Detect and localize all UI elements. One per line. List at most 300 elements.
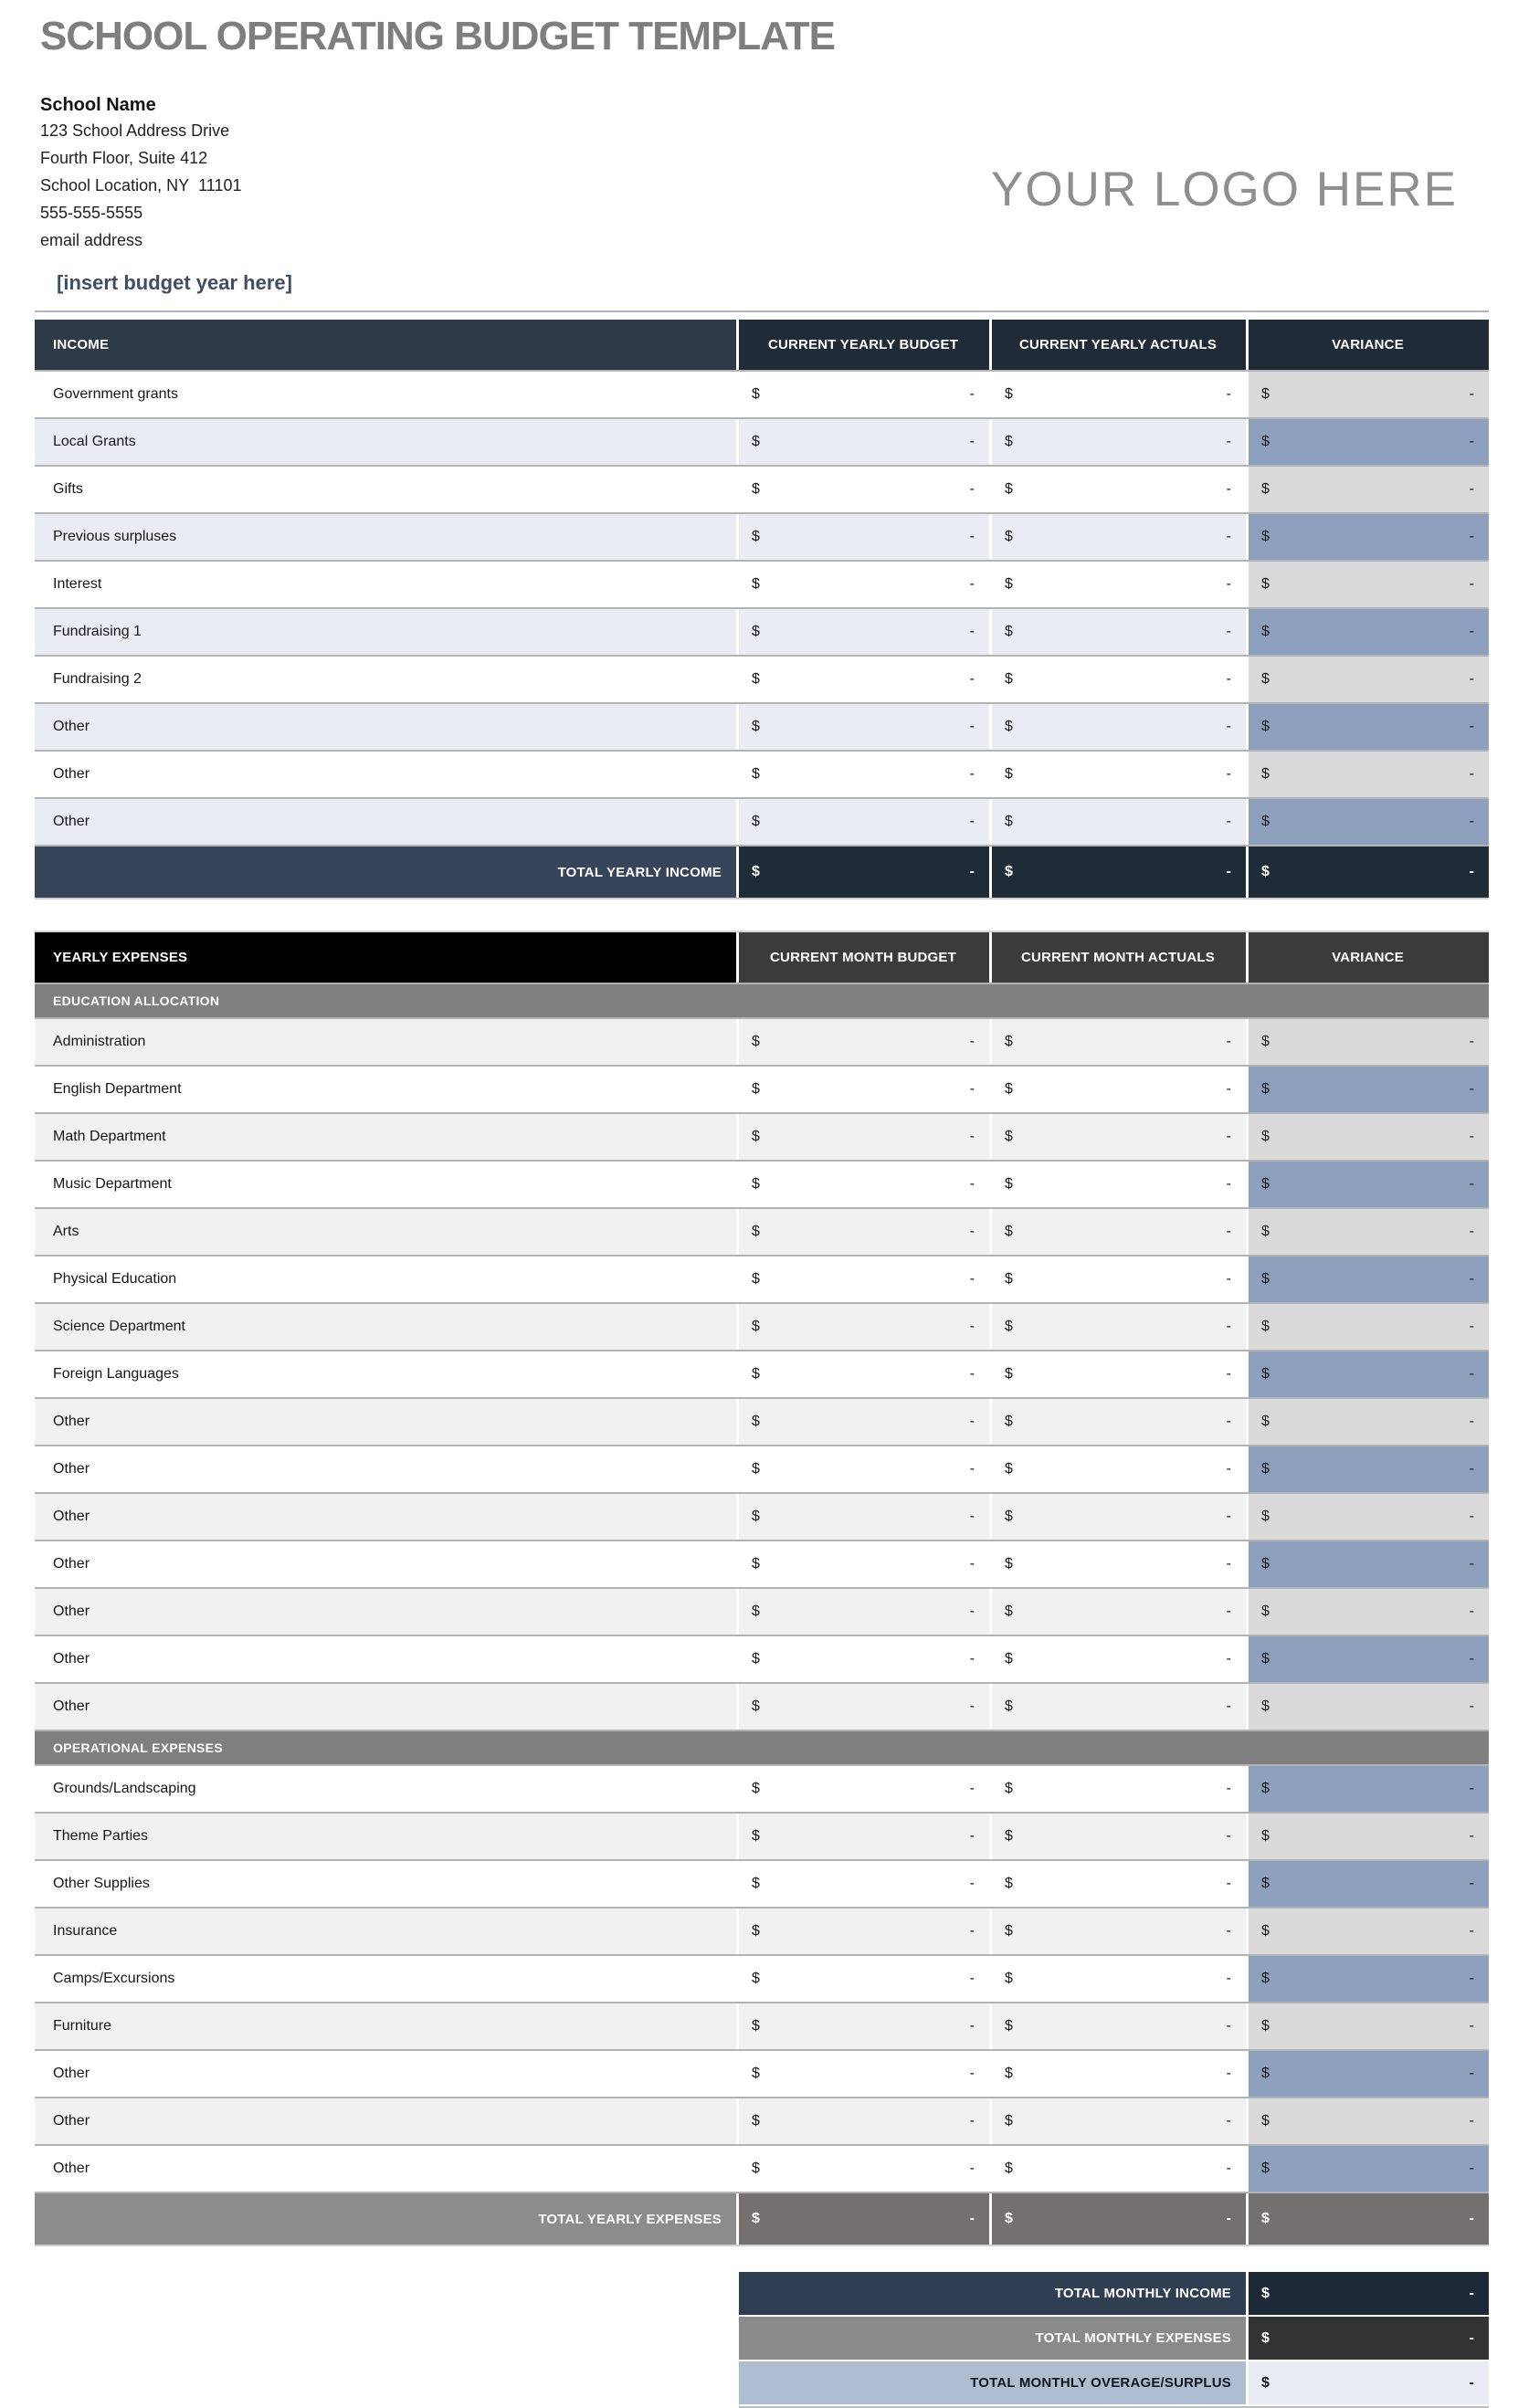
- cell-value: -: [969, 1129, 975, 1144]
- income-budget-cell[interactable]: [739, 657, 989, 702]
- currency-symbol: $: [1005, 1366, 1013, 1382]
- page-title: SCHOOL OPERATING BUDGET TEMPLATE: [40, 14, 836, 58]
- summary-row: [739, 2272, 1489, 2315]
- currency-symbol: $: [1261, 2285, 1270, 2301]
- income-header-variance: VARIANCE: [1249, 320, 1489, 370]
- income-variance-cell[interactable]: [1249, 372, 1489, 417]
- expenses-variance-cell[interactable]: [1249, 1067, 1489, 1112]
- cell-value: -: [1226, 1698, 1231, 1714]
- income-row-label[interactable]: Other: [35, 704, 736, 750]
- income-variance-cell[interactable]: [1249, 704, 1489, 750]
- income-row-label[interactable]: Interest: [35, 562, 736, 607]
- expenses-budget-cell[interactable]: [739, 1019, 989, 1065]
- cell-value: -: [1226, 1828, 1231, 1844]
- expenses-actuals-cell[interactable]: [992, 1956, 1246, 2002]
- expenses-variance-cell[interactable]: [1249, 1494, 1489, 1540]
- expenses-actuals-cell[interactable]: [992, 1209, 1246, 1255]
- expenses-row-label[interactable]: Other: [35, 1684, 736, 1730]
- currency-symbol: $: [1005, 1698, 1013, 1714]
- currency-symbol: $: [1005, 2018, 1013, 2034]
- currency-symbol: $: [1005, 1224, 1013, 1239]
- currency-symbol: $: [752, 1509, 760, 1524]
- currency-symbol: $: [752, 1781, 760, 1796]
- expenses-total-row: [35, 2193, 1489, 2246]
- income-variance-cell[interactable]: [1249, 752, 1489, 797]
- currency-symbol: $: [1261, 1876, 1270, 1891]
- expenses-row-label[interactable]: English Department: [35, 1067, 736, 1112]
- expenses-budget-cell[interactable]: [739, 2098, 989, 2144]
- currency-symbol: $: [1005, 386, 1013, 402]
- header-divider: [35, 310, 1489, 312]
- expenses-row-label[interactable]: Other: [35, 1541, 736, 1587]
- expenses-actuals-cell[interactable]: [992, 1304, 1246, 1350]
- cell-value: -: [969, 864, 975, 879]
- expenses-actuals-cell[interactable]: [992, 1019, 1246, 1065]
- school-address-line: 555-555-5555: [40, 204, 143, 222]
- cell-value: -: [1469, 1176, 1474, 1192]
- expenses-variance-cell[interactable]: [1249, 1304, 1489, 1350]
- budget-year-placeholder[interactable]: [insert budget year here]: [57, 271, 292, 294]
- expenses-row-label[interactable]: Furniture: [35, 2003, 736, 2049]
- expenses-header-actuals: CURRENT MONTH ACTUALS: [992, 932, 1246, 983]
- monthly-summary-table: [739, 2272, 1489, 2408]
- summary-row: [739, 2317, 1489, 2360]
- expenses-actuals-cell[interactable]: [992, 1162, 1246, 1207]
- logo-placeholder[interactable]: YOUR LOGO HERE: [991, 163, 1458, 216]
- expenses-row-label[interactable]: Other Supplies: [35, 1861, 736, 1907]
- currency-symbol: $: [1261, 2066, 1270, 2081]
- currency-symbol: $: [1005, 1876, 1013, 1891]
- cell-value: -: [1469, 1414, 1474, 1429]
- currency-symbol: $: [752, 1271, 760, 1287]
- expenses-variance-cell[interactable]: [1249, 2146, 1489, 2192]
- income-row-label[interactable]: Fundraising 2: [35, 657, 736, 702]
- currency-symbol: $: [1261, 1781, 1270, 1796]
- income-budget-cell[interactable]: [739, 419, 989, 465]
- income-actuals-cell[interactable]: [992, 419, 1246, 465]
- expenses-row-label[interactable]: Other: [35, 2051, 736, 2097]
- expenses-variance-cell[interactable]: [1249, 1589, 1489, 1635]
- expenses-budget-cell[interactable]: [739, 1684, 989, 1730]
- income-actuals-cell[interactable]: [992, 562, 1246, 607]
- cell-value: -: [969, 1781, 975, 1796]
- currency-symbol: $: [1005, 1081, 1013, 1097]
- cell-value: -: [1469, 1509, 1474, 1524]
- currency-symbol: $: [1261, 386, 1270, 402]
- cell-value: -: [969, 814, 975, 829]
- currency-symbol: $: [1261, 1034, 1270, 1049]
- cell-value: -: [1226, 529, 1231, 544]
- expenses-total-budget-cell[interactable]: [739, 2193, 989, 2245]
- school-address-line: Fourth Floor, Suite 412: [40, 149, 208, 167]
- summary-value-cell[interactable]: [1249, 2361, 1489, 2404]
- expenses-row-label[interactable]: Insurance: [35, 1909, 736, 1954]
- expenses-variance-cell[interactable]: [1249, 1636, 1489, 1682]
- expenses-variance-cell[interactable]: [1249, 1399, 1489, 1445]
- expenses-row-label[interactable]: Math Department: [35, 1114, 736, 1160]
- expenses-variance-cell[interactable]: [1249, 1019, 1489, 1065]
- cell-value: -: [1469, 1034, 1474, 1049]
- currency-symbol: $: [752, 1698, 760, 1714]
- cell-value: -: [1469, 386, 1474, 402]
- cell-value: -: [1469, 2374, 1474, 2391]
- expenses-variance-cell[interactable]: [1249, 1684, 1489, 1730]
- cell-value: -: [1469, 1604, 1474, 1619]
- currency-symbol: $: [752, 719, 760, 734]
- expenses-budget-cell[interactable]: [739, 1114, 989, 1160]
- cell-value: -: [1469, 529, 1474, 544]
- expenses-row-label[interactable]: Other: [35, 1636, 736, 1682]
- expenses-variance-cell[interactable]: [1249, 1162, 1489, 1207]
- currency-symbol: $: [1261, 1923, 1270, 1939]
- income-header-budget: CURRENT YEARLY BUDGET: [739, 320, 989, 370]
- cell-value: -: [1226, 1604, 1231, 1619]
- expenses-actuals-cell[interactable]: [992, 1114, 1246, 1160]
- currency-symbol: $: [1005, 2113, 1013, 2129]
- expenses-variance-cell[interactable]: [1249, 1114, 1489, 1160]
- cell-value: -: [1226, 1876, 1231, 1891]
- expenses-budget-cell[interactable]: [739, 2003, 989, 2049]
- income-variance-cell[interactable]: [1249, 657, 1489, 702]
- expenses-budget-cell[interactable]: [739, 2051, 989, 2097]
- cell-value: -: [1469, 864, 1474, 879]
- income-row: [35, 514, 1489, 562]
- currency-symbol: $: [752, 2161, 760, 2176]
- currency-symbol: $: [752, 1319, 760, 1334]
- cell-value: -: [969, 1876, 975, 1891]
- expenses-actuals-cell[interactable]: [992, 2003, 1246, 2049]
- cell-value: -: [1469, 576, 1474, 592]
- currency-symbol: $: [752, 1828, 760, 1844]
- expenses-variance-cell[interactable]: [1249, 1541, 1489, 1587]
- expenses-row-label[interactable]: Music Department: [35, 1162, 736, 1207]
- cell-value: -: [1226, 2161, 1231, 2176]
- income-row: [35, 657, 1489, 704]
- currency-symbol: $: [752, 1414, 760, 1429]
- income-total-label: TOTAL YEARLY INCOME: [35, 846, 736, 898]
- expenses-row: [35, 1956, 1489, 2003]
- expenses-row: [35, 1351, 1489, 1399]
- cell-value: -: [1469, 1971, 1474, 1986]
- expenses-budget-cell[interactable]: [739, 1446, 989, 1492]
- expenses-actuals-cell[interactable]: [992, 1861, 1246, 1907]
- expenses-table: [35, 931, 1489, 2246]
- income-budget-cell[interactable]: [739, 799, 989, 845]
- expenses-variance-cell[interactable]: [1249, 2051, 1489, 2097]
- income-row-label[interactable]: Previous surpluses: [35, 514, 736, 560]
- expenses-row-label[interactable]: Administration: [35, 1019, 736, 1065]
- expenses-actuals-cell[interactable]: [992, 2146, 1246, 2192]
- cell-value: -: [1469, 2161, 1474, 2176]
- cell-value: -: [1469, 2211, 1474, 2226]
- expenses-variance-cell[interactable]: [1249, 1446, 1489, 1492]
- expenses-row: [35, 1257, 1489, 1304]
- cell-value: -: [1226, 1129, 1231, 1144]
- currency-symbol: $: [1005, 1923, 1013, 1939]
- currency-symbol: $: [1261, 1651, 1270, 1667]
- summary-row-label: TOTAL MONTHLY OVERAGE/SURPLUS: [739, 2361, 1246, 2404]
- expenses-budget-cell[interactable]: [739, 1636, 989, 1682]
- expenses-budget-cell[interactable]: [739, 1814, 989, 1859]
- currency-symbol: $: [1005, 2161, 1013, 2176]
- cell-value: -: [1469, 481, 1474, 497]
- expenses-variance-cell[interactable]: [1249, 1351, 1489, 1397]
- cell-value: -: [1469, 1271, 1474, 1287]
- expenses-budget-cell[interactable]: [739, 1494, 989, 1540]
- income-budget-cell[interactable]: [739, 752, 989, 797]
- expenses-row-label[interactable]: Other: [35, 1494, 736, 1540]
- currency-symbol: $: [752, 2211, 760, 2226]
- cell-value: -: [969, 434, 975, 449]
- cell-value: -: [1226, 1176, 1231, 1192]
- expenses-total-actuals-cell[interactable]: [992, 2193, 1246, 2245]
- income-budget-cell[interactable]: [739, 514, 989, 560]
- expenses-row-label[interactable]: Other: [35, 2098, 736, 2144]
- currency-symbol: $: [1261, 671, 1270, 687]
- expenses-actuals-cell[interactable]: [992, 1766, 1246, 1812]
- currency-symbol: $: [1261, 481, 1270, 497]
- currency-symbol: $: [1261, 814, 1270, 829]
- cell-value: -: [969, 1366, 975, 1382]
- cell-value: -: [1226, 1923, 1231, 1939]
- currency-symbol: $: [1261, 1176, 1270, 1192]
- school-address-line: email address: [40, 231, 143, 249]
- expenses-variance-cell[interactable]: [1249, 1766, 1489, 1812]
- currency-symbol: $: [1261, 1604, 1270, 1619]
- income-budget-cell[interactable]: [739, 372, 989, 417]
- income-variance-cell[interactable]: [1249, 799, 1489, 845]
- income-table: [35, 320, 1489, 899]
- expenses-actuals-cell[interactable]: [992, 1446, 1246, 1492]
- income-budget-cell[interactable]: [739, 562, 989, 607]
- currency-symbol: $: [1005, 1604, 1013, 1619]
- income-actuals-cell[interactable]: [992, 372, 1246, 417]
- expenses-actuals-cell[interactable]: [992, 1494, 1246, 1540]
- expenses-budget-cell[interactable]: [739, 1399, 989, 1445]
- cell-value: -: [969, 719, 975, 734]
- cell-value: -: [1226, 2113, 1231, 2129]
- expenses-header-budget: CURRENT MONTH BUDGET: [739, 932, 989, 983]
- income-actuals-cell[interactable]: [992, 609, 1246, 655]
- cell-value: -: [969, 529, 975, 544]
- income-actuals-cell[interactable]: [992, 514, 1246, 560]
- currency-symbol: $: [1005, 1556, 1013, 1572]
- currency-symbol: $: [1005, 719, 1013, 734]
- income-budget-cell[interactable]: [739, 467, 989, 512]
- income-actuals-cell[interactable]: [992, 704, 1246, 750]
- income-total-variance-cell[interactable]: [1249, 846, 1489, 898]
- expenses-budget-cell[interactable]: [739, 1304, 989, 1350]
- income-actuals-cell[interactable]: [992, 752, 1246, 797]
- cell-value: -: [1226, 386, 1231, 402]
- cell-value: -: [969, 2066, 975, 2081]
- expenses-row: [35, 1814, 1489, 1861]
- income-row-label[interactable]: Fundraising 1: [35, 609, 736, 655]
- cell-value: -: [969, 2018, 975, 2034]
- expenses-budget-cell[interactable]: [739, 1909, 989, 1954]
- expenses-actuals-cell[interactable]: [992, 2098, 1246, 2144]
- cell-value: -: [1226, 434, 1231, 449]
- expenses-row: [35, 1541, 1489, 1589]
- currency-symbol: $: [1261, 2113, 1270, 2129]
- income-total-budget-cell[interactable]: [739, 846, 989, 898]
- cell-value: -: [969, 1923, 975, 1939]
- expenses-actuals-cell[interactable]: [992, 1351, 1246, 1397]
- income-actuals-cell[interactable]: [992, 467, 1246, 512]
- cell-value: -: [969, 1971, 975, 1986]
- expenses-variance-cell[interactable]: [1249, 1209, 1489, 1255]
- expenses-total-label: TOTAL YEARLY EXPENSES: [35, 2193, 736, 2245]
- income-row-label[interactable]: Local Grants: [35, 419, 736, 465]
- cell-value: -: [1469, 1366, 1474, 1382]
- expenses-row-label[interactable]: Other: [35, 1446, 736, 1492]
- expenses-row-label[interactable]: Science Department: [35, 1304, 736, 1350]
- expenses-actuals-cell[interactable]: [992, 1067, 1246, 1112]
- currency-symbol: $: [1261, 2211, 1270, 2226]
- school-name[interactable]: School Name: [40, 95, 156, 115]
- expenses-budget-cell[interactable]: [739, 1956, 989, 2002]
- expenses-row-label[interactable]: Other: [35, 1589, 736, 1635]
- expenses-actuals-cell[interactable]: [992, 1636, 1246, 1682]
- expenses-actuals-cell[interactable]: [992, 1257, 1246, 1302]
- currency-symbol: $: [752, 576, 760, 592]
- expenses-budget-cell[interactable]: [739, 1209, 989, 1255]
- income-row-label[interactable]: Other: [35, 799, 736, 845]
- currency-symbol: $: [1261, 766, 1270, 782]
- cell-value: -: [969, 1414, 975, 1429]
- cell-value: -: [1226, 864, 1231, 879]
- currency-symbol: $: [752, 624, 760, 639]
- summary-value-cell[interactable]: [1249, 2272, 1489, 2315]
- expenses-row-label[interactable]: Other: [35, 2146, 736, 2192]
- expenses-budget-cell[interactable]: [739, 1861, 989, 1907]
- expenses-variance-cell[interactable]: [1249, 1257, 1489, 1302]
- expenses-budget-cell[interactable]: [739, 1162, 989, 1207]
- currency-symbol: $: [1005, 1129, 1013, 1144]
- income-variance-cell[interactable]: [1249, 609, 1489, 655]
- currency-symbol: $: [752, 1971, 760, 1986]
- currency-symbol: $: [1005, 1461, 1013, 1477]
- income-row-label[interactable]: Government grants: [35, 372, 736, 417]
- currency-symbol: $: [1005, 2211, 1013, 2226]
- cell-value: -: [1226, 1081, 1231, 1097]
- income-budget-cell[interactable]: [739, 609, 989, 655]
- income-row: [35, 419, 1489, 467]
- currency-symbol: $: [752, 814, 760, 829]
- currency-symbol: $: [1005, 434, 1013, 449]
- cell-value: -: [969, 1271, 975, 1287]
- expenses-budget-cell[interactable]: [739, 2146, 989, 2192]
- expenses-row-label[interactable]: Grounds/Landscaping: [35, 1766, 736, 1812]
- income-row-label[interactable]: Other: [35, 752, 736, 797]
- income-variance-cell[interactable]: [1249, 562, 1489, 607]
- expenses-row: [35, 1766, 1489, 1814]
- currency-symbol: $: [1005, 1781, 1013, 1796]
- expenses-actuals-cell[interactable]: [992, 1589, 1246, 1635]
- expenses-actuals-cell[interactable]: [992, 2051, 1246, 2097]
- currency-symbol: $: [1005, 1509, 1013, 1524]
- cell-value: -: [1226, 1414, 1231, 1429]
- expenses-actuals-cell[interactable]: [992, 1814, 1246, 1859]
- currency-symbol: $: [1261, 624, 1270, 639]
- income-variance-cell[interactable]: [1249, 467, 1489, 512]
- currency-symbol: $: [752, 1461, 760, 1477]
- income-variance-cell[interactable]: [1249, 514, 1489, 560]
- expenses-row: [35, 1684, 1489, 1731]
- expenses-row-label[interactable]: Theme Parties: [35, 1814, 736, 1859]
- expenses-variance-cell[interactable]: [1249, 2098, 1489, 2144]
- expenses-header-variance: VARIANCE: [1249, 932, 1489, 983]
- expenses-row-label[interactable]: Arts: [35, 1209, 736, 1255]
- cell-value: -: [1469, 1319, 1474, 1334]
- cell-value: -: [1469, 2066, 1474, 2081]
- income-row-label[interactable]: Gifts: [35, 467, 736, 512]
- cell-value: -: [1469, 2018, 1474, 2034]
- income-row: [35, 609, 1489, 657]
- expenses-actuals-cell[interactable]: [992, 1399, 1246, 1445]
- cell-value: -: [1226, 624, 1231, 639]
- expenses-variance-cell[interactable]: [1249, 1956, 1489, 2002]
- expenses-total-variance-cell[interactable]: [1249, 2193, 1489, 2245]
- cell-value: -: [1226, 576, 1231, 592]
- expenses-budget-cell[interactable]: [739, 1067, 989, 1112]
- expenses-row: [35, 1446, 1489, 1494]
- expenses-budget-cell[interactable]: [739, 1589, 989, 1635]
- income-actuals-cell[interactable]: [992, 657, 1246, 702]
- cell-value: -: [1469, 766, 1474, 782]
- expenses-budget-cell[interactable]: [739, 1257, 989, 1302]
- currency-symbol: $: [1261, 2329, 1270, 2346]
- cell-value: -: [1469, 434, 1474, 449]
- expenses-variance-cell[interactable]: [1249, 1909, 1489, 1954]
- cell-value: -: [1469, 2329, 1474, 2346]
- cell-value: -: [1226, 2211, 1231, 2226]
- currency-symbol: $: [1005, 576, 1013, 592]
- currency-symbol: $: [1005, 1651, 1013, 1667]
- currency-symbol: $: [1005, 1828, 1013, 1844]
- expenses-actuals-cell[interactable]: [992, 1909, 1246, 1954]
- expenses-budget-cell[interactable]: [739, 1541, 989, 1587]
- expenses-variance-cell[interactable]: [1249, 2003, 1489, 2049]
- cell-value: -: [969, 1224, 975, 1239]
- currency-symbol: $: [1261, 1129, 1270, 1144]
- income-total-actuals-cell[interactable]: [992, 846, 1246, 898]
- expenses-budget-cell[interactable]: [739, 1351, 989, 1397]
- expenses-budget-cell[interactable]: [739, 1766, 989, 1812]
- income-variance-cell[interactable]: [1249, 419, 1489, 465]
- expenses-row-label[interactable]: Physical Education: [35, 1257, 736, 1302]
- expenses-actuals-cell[interactable]: [992, 1541, 1246, 1587]
- expenses-row-label[interactable]: Camps/Excursions: [35, 1956, 736, 2002]
- income-budget-cell[interactable]: [739, 704, 989, 750]
- currency-symbol: $: [752, 434, 760, 449]
- expenses-row: [35, 2098, 1489, 2146]
- income-actuals-cell[interactable]: [992, 799, 1246, 845]
- cell-value: -: [969, 1651, 975, 1667]
- cell-value: -: [1469, 624, 1474, 639]
- expenses-row-label[interactable]: Foreign Languages: [35, 1351, 736, 1397]
- expenses-variance-cell[interactable]: [1249, 1861, 1489, 1907]
- cell-value: -: [1469, 1698, 1474, 1714]
- expenses-actuals-cell[interactable]: [992, 1684, 1246, 1730]
- cell-value: -: [1226, 1034, 1231, 1049]
- cell-value: -: [1469, 1876, 1474, 1891]
- expenses-variance-cell[interactable]: [1249, 1814, 1489, 1859]
- expenses-row: [35, 1304, 1489, 1351]
- cell-value: -: [969, 386, 975, 402]
- summary-value-cell[interactable]: [1249, 2317, 1489, 2360]
- expenses-row-label[interactable]: Other: [35, 1399, 736, 1445]
